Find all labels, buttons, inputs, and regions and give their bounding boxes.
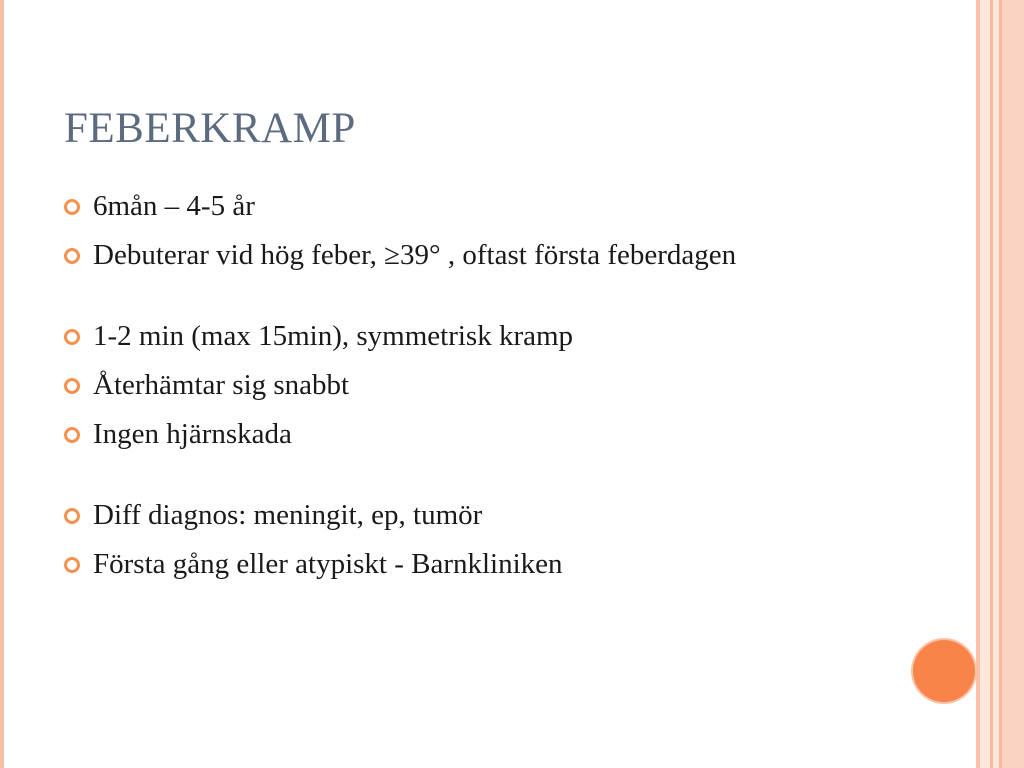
bullet-marker-icon	[64, 248, 80, 264]
bullet-text: Debuterar vid hög feber, ≥39° , oftast första feberdagen	[93, 239, 737, 271]
right-decorative-stripes	[976, 0, 1024, 768]
slide-title: FEBERKRAMP	[64, 105, 356, 152]
stripe	[980, 0, 990, 768]
bullet-item	[64, 316, 884, 356]
bullet-text: 1-2 min (max 15min), symmetrisk kramp	[93, 320, 574, 352]
bullet-marker-icon	[64, 199, 80, 215]
bullet-item	[64, 186, 884, 226]
bullet-marker-icon	[64, 329, 80, 345]
stripe	[1002, 0, 1024, 768]
bullet-text: Diff diagnos: meningit, ep, tumör	[93, 499, 483, 531]
bullet-marker-icon	[64, 378, 80, 394]
bullet-item	[64, 414, 884, 454]
bullet-text: 6mån – 4-5 år	[93, 190, 255, 222]
bullet-item	[64, 235, 884, 275]
bullet-marker-icon	[64, 427, 80, 443]
bullet-text: Ingen hjärnskada	[93, 418, 292, 450]
bullet-item	[64, 495, 884, 535]
bullet-text: Återhämtar sig snabbt	[93, 369, 350, 401]
bullet-text: Första gång eller atypiskt - Barnkliniken	[93, 548, 563, 580]
bullet-item	[64, 365, 884, 405]
decorative-circle	[913, 640, 975, 702]
left-border	[0, 0, 4, 768]
bullet-marker-icon	[64, 557, 80, 573]
bullet-item	[64, 544, 884, 584]
bullet-list	[64, 186, 884, 593]
bullet-marker-icon	[64, 508, 80, 524]
